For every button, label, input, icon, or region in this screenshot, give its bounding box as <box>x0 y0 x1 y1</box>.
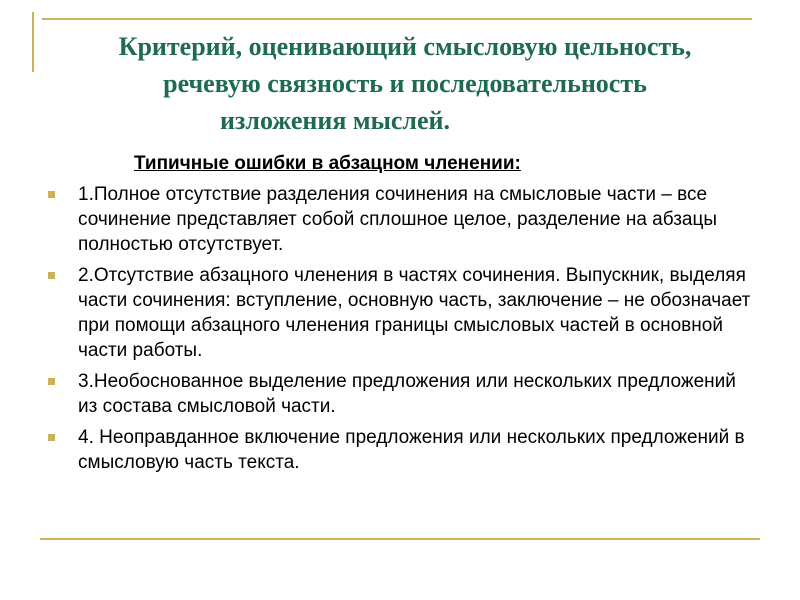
square-bullet-icon <box>48 272 55 279</box>
square-bullet-icon <box>48 378 55 385</box>
list-item-text: 2.Отсутствие абзацного членения в частях сочинения. Выпускник, выделяя части сочинения: вступление, основную часть, заключение – не обозначает при помощи абзацного членения границы смысловых частей в основной части работы. <box>78 265 751 361</box>
error-list <box>46 182 756 481</box>
list-item <box>46 182 756 257</box>
list-item-text: 3.Необоснованное выделение предложения или нескольких предложений из состава смысловой части. <box>78 371 736 417</box>
title-line-2: речевую связность и последовательность <box>163 69 647 98</box>
top-divider <box>42 18 752 20</box>
slide-title <box>40 28 770 139</box>
square-bullet-icon <box>48 191 55 198</box>
list-item <box>46 369 756 419</box>
subtitle: Типичные ошибки в абзацном членении: <box>134 153 521 174</box>
bottom-divider <box>40 538 760 540</box>
title-line-1: Критерий, оценивающий смысловую цельность, <box>118 32 692 61</box>
list-item-text: 4. Неоправданное включение предложения или нескольких предложений в смысловую часть текста. <box>78 427 745 473</box>
list-item-text: 1.Полное отсутствие разделения сочинения на смысловые части – все сочинение представляет собой сплошное целое, разделение на абзацы полностью отсутствует. <box>78 184 718 255</box>
list-item <box>46 425 756 475</box>
title-line-3: изложения мыслей. <box>219 106 451 135</box>
list-item <box>46 263 756 363</box>
left-accent-bar <box>32 12 34 72</box>
square-bullet-icon <box>48 434 55 441</box>
